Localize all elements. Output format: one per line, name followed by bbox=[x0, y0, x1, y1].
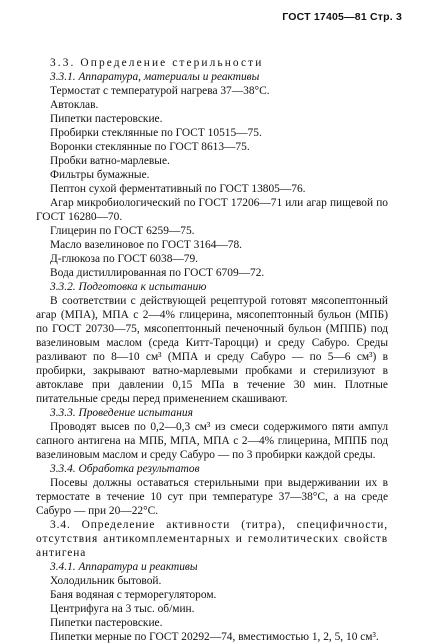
materials-list-1 bbox=[36, 84, 388, 196]
list-item: Фильтры бумажные. bbox=[50, 169, 150, 181]
list-item: Пептон сухой ферментативный по ГОСТ 13805—76. bbox=[50, 183, 306, 195]
section-3-4-heading: 3.4. Определение активности (титра), специфичности, отсутствия антикомплементарных и гемолитических свойств антигена bbox=[36, 519, 388, 559]
document-body bbox=[36, 56, 388, 644]
section-3-3-3-title: 3.3.3. Проведение испытания bbox=[50, 407, 193, 419]
section-3-3-heading: 3.3. Определение стерильности bbox=[50, 57, 264, 69]
list-item: Баня водяная с терморегулятором. bbox=[50, 589, 217, 601]
section-3-3-2-text: В соответствии с действующей рецептурой готовят мясопептонный агар (МПА), МПА с 2—4% глицерина, мясопептонный бульон (МПБ) по ГОСТ 20730—75, мясопептонный печеночный бульон (МППБ) под вазелиновым маслом (среда Китт-Тароцци) и среду Сабуро. Среды разливают по 8—10 см³ (МПА и среду Сабуро — по 5—6 см³) в пробирки, закрывают ватно-марлевыми пробками и стерилизуют в автоклаве при давлении 0,15 МПа в течение 30 мин. Плотные питательные среды перед применением скашивают. bbox=[36, 295, 388, 405]
section-3-3-4-title: 3.3.4. Обработка результатов bbox=[50, 463, 200, 475]
list-item: Пробки ватно-марлевые. bbox=[50, 155, 170, 167]
section-3-3-3-text: Проводят высев по 0,2—0,3 см³ из смеси содержимого пяти ампул сапного антигена на МПБ, МПА, МПА с 2—4% глицерина, МППБ под вазелиновым маслом и среду Сабуро — по 3 пробирки каждой среды. bbox=[36, 421, 388, 461]
list-item: Автоклав. bbox=[50, 99, 99, 111]
agar-item: Агар микробиологический по ГОСТ 17206—71 или агар пищевой по ГОСТ 16280—70. bbox=[36, 197, 388, 223]
list-item: Центрифуга на 3 тыс. об/мин. bbox=[50, 603, 195, 615]
materials-list-2 bbox=[36, 224, 388, 280]
section-3-3-1-title: 3.3.1. Аппаратура, материалы и реактивы bbox=[50, 71, 260, 83]
section-3-4-1-title: 3.4.1. Аппаратура и реактивы bbox=[50, 561, 198, 573]
list-item: Холодильник бытовой. bbox=[50, 575, 162, 587]
list-item: Термостат с температурой нагрева 37—38°С. bbox=[50, 85, 270, 97]
pipettes-item: Пипетки мерные по ГОСТ 20292—74, вместимостью 1, 2, 5, 10 см³. bbox=[50, 631, 379, 643]
page-header: ГОСТ 17405—81 Стр. 3 bbox=[282, 11, 402, 23]
list-item: Д-глюкоза по ГОСТ 6038—79. bbox=[50, 253, 199, 265]
list-item: Вода дистиллированная по ГОСТ 6709—72. bbox=[50, 267, 265, 279]
section-3-3-4-text: Посевы должны оставаться стерильными при выдерживании их в термостате в течение 10 сут при температуре 37—38°С, а на среде Сабуро — при 20—22°С. bbox=[36, 477, 388, 517]
list-item: Воронки стеклянные по ГОСТ 8613—75. bbox=[50, 141, 250, 153]
section-3-3-2-title: 3.3.2. Подготовка к испытанию bbox=[50, 281, 207, 293]
list-item: Глицерин по ГОСТ 6259—75. bbox=[50, 225, 195, 237]
list-item: Пипетки пастеровские. bbox=[50, 113, 163, 125]
list-item: Пипетки пастеровские. bbox=[50, 617, 163, 629]
list-item: Масло вазелиновое по ГОСТ 3164—78. bbox=[50, 239, 243, 251]
list-item: Пробирки стеклянные по ГОСТ 10515—75. bbox=[50, 127, 262, 139]
